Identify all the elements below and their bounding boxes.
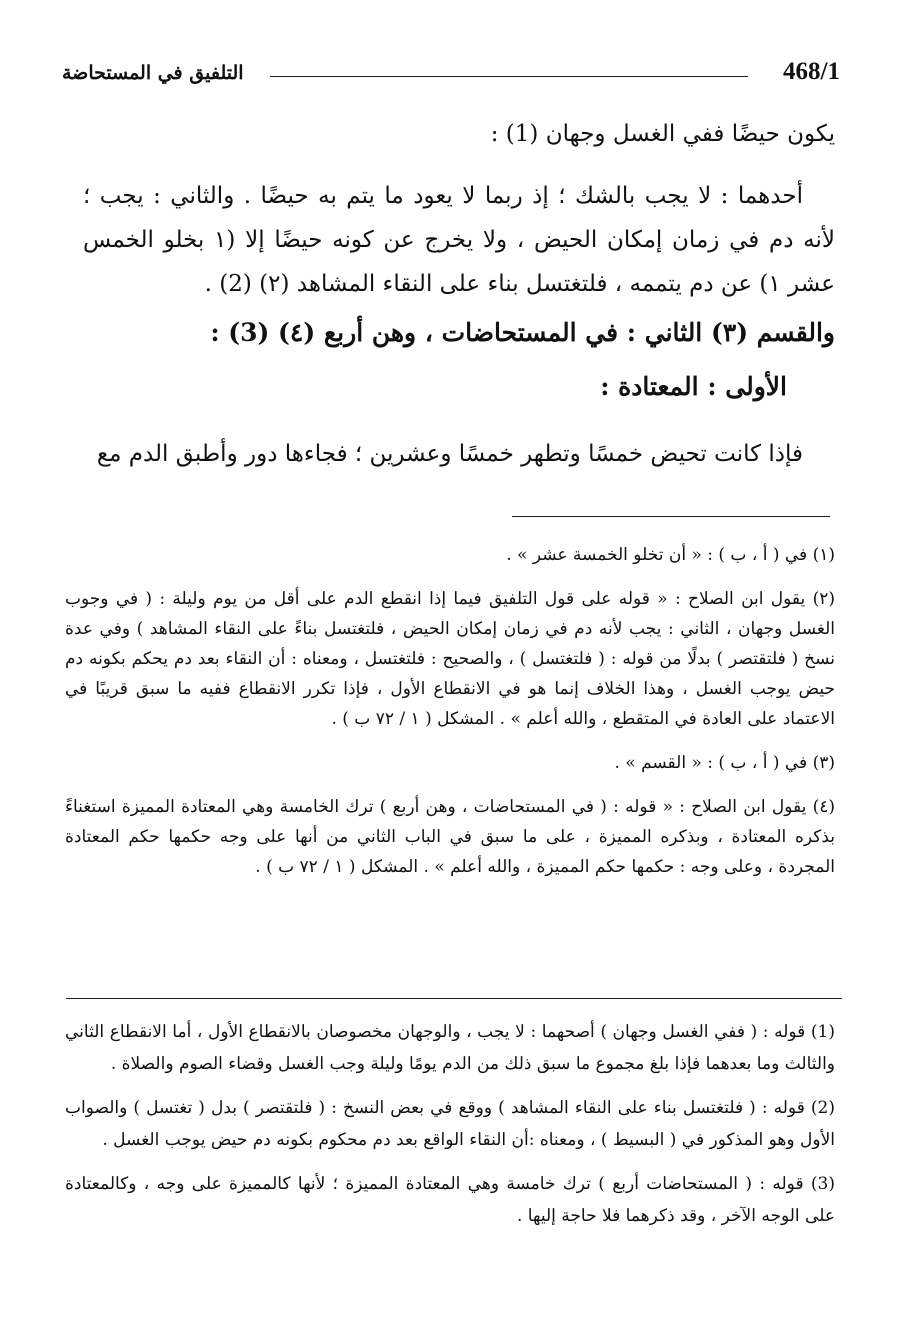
subsection-heading: الأولى : المعتادة :	[600, 372, 787, 401]
commentary-footnotes	[65, 1016, 835, 1244]
page-header	[62, 58, 840, 94]
edition-footnotes	[65, 540, 835, 896]
section-heading: والقسم (٣) الثاني : في المستحاضات ، وهن أربع (٤) (3) :	[210, 318, 835, 347]
paragraph-continuation: يكون حيضًا ففي الغسل وجهان (1) :	[490, 121, 835, 147]
main-text	[83, 112, 835, 476]
footnote: (٣) في ( أ ، ب ) : « القسم » .	[614, 753, 835, 773]
footnote: (٢) يقول ابن الصلاح : « قوله على قول التلفيق فيما إذا انقطع الدم على أقل من يوم وليلة : ( في وجوب الغسل وجهان ، الثاني : يجب لأنه دم في زمان إمكان الحيض ، فلتغتسل بناءً على النقاء المشاهد ) وفي عدة نسخ ( فلتقتصر ) بدلًا من قوله : ( فلتغتسل ) ، والصحيح : فلتغتسل ، ومعناه : أن النقاء بعد دم يحكم بكونه دم حيض يوجب الغسل ، وهذا الخلاف إنما هو في الانقطاع الأول ، فإذا تكرر الانقطاع ففيه ما سبق قريبًا في الاعتماد على العادة في المتقطع ، والله أعلم » . المشكل ( ١ / ٧٢ ب ) .	[65, 589, 835, 729]
footnote-separator-long	[66, 998, 842, 999]
running-title: التلفيق في المستحاضة	[62, 62, 244, 84]
paragraph-two-views: أحدهما : لا يجب بالشك ؛ إذ ربما لا يعود ما يتم به حيضًا . والثاني : يجب ؛ لأنه دم في زمان إمكان الحيض ، ولا يخرج عن كونه حيضًا إلا (١ بخلو الخمس عشر ١) عن دم يتممه ، فلتغتسل بناء على النقاء المشاهد (٢) (2) .	[83, 183, 836, 297]
page-number: 468/1	[783, 58, 840, 85]
footnote-separator-short	[512, 516, 830, 517]
paragraph-habitual: فإذا كانت تحيض خمسًا وتطهر خمسًا وعشرين ؛ فجاءها دور وأطبق الدم مع	[96, 441, 803, 467]
commentary-note: (2) قوله : ( فلتغتسل بناء على النقاء المشاهد ) ووقع في بعض النسخ : ( فلتقتصر ) بدل ( تغتسل ) والصواب الأول وهو المذكور في ( البسيط ) ، ومعناه :أن النقاء الواقع بعد دم محكوم بكونه دم حيض يوجب الغسل .	[65, 1098, 835, 1150]
commentary-note: (3) قوله : ( المستحاضات أربع ) ترك خامسة وهي المعتادة المميزة ؛ لأنها كالمميزة على وجه ، وكالمعتادة على الوجه الآخر ، وقد ذكرهما فلا حاجة إليها .	[65, 1174, 835, 1226]
footnote: (٤) يقول ابن الصلاح : « قوله : ( في المستحاضات ، وهن أربع ) ترك الخامسة وهي المعتادة المميزة استغناءً بذكره المعتادة ، وبذكره المميزة ، على ما سبق في الباب الثاني من أنها على وجه حكمها حكم المعتادة المجردة ، وعلى وجه : حكمها حكم المميزة ، والله أعلم » . المشكل ( ١ / ٧٢ ب ) .	[65, 797, 835, 877]
commentary-note: (1) قوله : ( ففي الغسل وجهان ) أصحهما : لا يجب ، والوجهان مخصوصان بالانقطاع الأول ، أما الانقطاع الثاني والثالث وما بعدهما فإذا بلغ مجموع ما سبق ذلك من الدم يومًا وليلة وجب الغسل وقضاء الصوم والصلاة .	[65, 1022, 835, 1074]
header-rule	[270, 76, 748, 77]
footnote: (١) في ( أ ، ب ) : « أن تخلو الخمسة عشر » .	[506, 545, 835, 565]
